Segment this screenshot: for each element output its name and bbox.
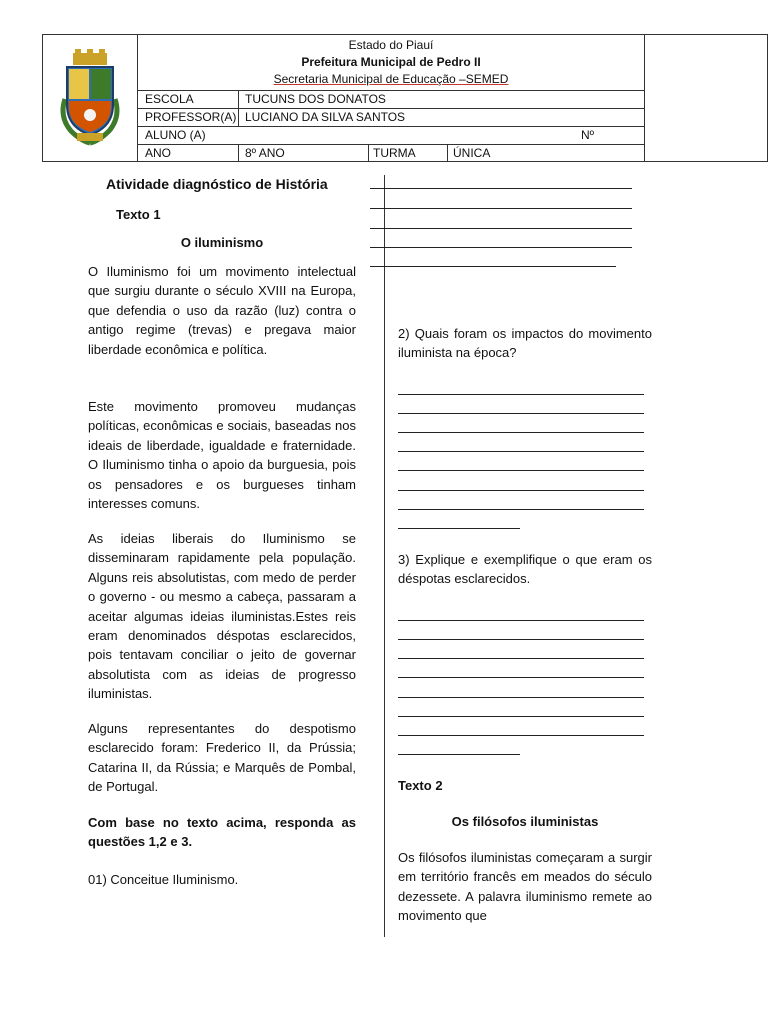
answer-line[interactable] <box>370 228 632 229</box>
answer-line[interactable] <box>398 413 644 414</box>
paragraph-1: O Iluminismo foi um movimento intelectual que surgiu durante o século XVIII na Europa, que defendia o uso da razão (luz) contra o antigo regime (trevas) e pregava maior liberdade econômica e política. <box>88 264 356 357</box>
answer-line[interactable] <box>398 716 644 717</box>
state-name: Estado do Piauí <box>348 38 434 52</box>
answer-line[interactable] <box>398 620 644 621</box>
answer-line[interactable] <box>398 451 644 452</box>
paragraph-2: Este movimento promoveu mudanças políticas, econômicas e sociais, baseadas nos ideais de liberdade, igualdade e fraternidade. O Iluminismo tinha o apoio da burguesia, pois os pensadores e os burgueses tinham interesses comuns. <box>88 399 356 512</box>
answer-line[interactable] <box>370 208 632 209</box>
year-value: 8º ANO <box>245 146 285 160</box>
row-separator <box>447 144 448 161</box>
answer-line[interactable] <box>398 470 644 471</box>
number-label: Nº <box>581 128 595 142</box>
row-school <box>137 90 645 109</box>
answer-line[interactable] <box>370 266 616 267</box>
municipal-coat-of-arms-icon <box>57 47 123 147</box>
answer-line[interactable] <box>398 490 644 491</box>
answer-line[interactable] <box>370 247 632 248</box>
answer-line[interactable] <box>398 754 520 755</box>
secretariat-name: Secretaria Municipal de Educação –SEMED <box>273 72 509 86</box>
teacher-label: PROFESSOR(A) <box>145 110 237 124</box>
header-right-cell <box>644 35 767 161</box>
question-2: 2) Quais foram os impactos do movimento iluminista na época? <box>398 326 652 361</box>
row-separator <box>238 90 239 126</box>
column-divider <box>384 175 385 937</box>
header-titles <box>137 35 645 90</box>
school-label: ESCOLA <box>145 92 194 106</box>
answer-line[interactable] <box>398 509 644 510</box>
class-value: ÚNICA <box>453 146 491 160</box>
answer-line[interactable] <box>398 528 520 529</box>
student-label: ALUNO (A) <box>145 128 206 142</box>
year-label: ANO <box>145 146 172 160</box>
prefecture-name: Prefeitura Municipal de Pedro II <box>301 55 481 69</box>
answer-line[interactable] <box>398 394 644 395</box>
row-year <box>137 144 645 163</box>
answer-line[interactable] <box>398 658 644 659</box>
row-student <box>137 126 645 145</box>
texto1-label: Texto 1 <box>116 207 161 222</box>
paragraph-3: As ideias liberais do Iluminismo se disseminaram rapidamente pela população. Alguns reis absolutistas, com medo de perder o governo - ou mesmo a cabeça, passaram a aceitar algumas ideias iluministas.Estes reis eram denominados déspotas esclarecidos, pois tentavam conciliar o jeito de governar absolutista com as ideias de progresso iluministas. <box>88 531 356 702</box>
texto2-label: Texto 2 <box>398 778 443 793</box>
text1-heading: O iluminismo <box>180 235 264 250</box>
paragraph-4: Alguns representantes do despotismo esclarecido foram: Frederico II, da Prússia; Catarina II, da Rússia; e Marquês de Pombal, de Portugal. <box>88 721 356 795</box>
school-value: TUCUNS DOS DONATOS <box>245 92 386 106</box>
teacher-value: LUCIANO DA SILVA SANTOS <box>245 110 406 124</box>
row-teacher <box>137 108 645 127</box>
answer-line[interactable] <box>398 697 644 698</box>
logo-cell <box>43 35 138 161</box>
question-3: 3) Explique e exemplifique o que eram os déspotas esclarecidos. <box>398 552 652 587</box>
answer-line[interactable] <box>398 432 644 433</box>
class-label: TURMA <box>373 146 416 160</box>
answer-line[interactable] <box>398 677 644 678</box>
answer-line[interactable] <box>398 735 644 736</box>
header-table <box>42 34 768 162</box>
paragraph-5: Os filósofos iluministas começaram a surgir em território francês em meados do século dezessete. A palavra iluminismo remete ao movimento que <box>398 850 652 924</box>
row-separator <box>368 144 369 161</box>
question-1: 01) Conceitue Iluminismo. <box>88 872 239 887</box>
row-separator <box>238 144 239 161</box>
answer-line[interactable] <box>398 639 644 640</box>
instruction-text: Com base no texto acima, responda as questões 1,2 e 3. <box>88 815 356 850</box>
text2-heading: Os filósofos iluministas <box>451 814 599 829</box>
answer-line[interactable] <box>370 188 632 189</box>
activity-title: Atividade diagnóstico de História <box>106 176 328 192</box>
